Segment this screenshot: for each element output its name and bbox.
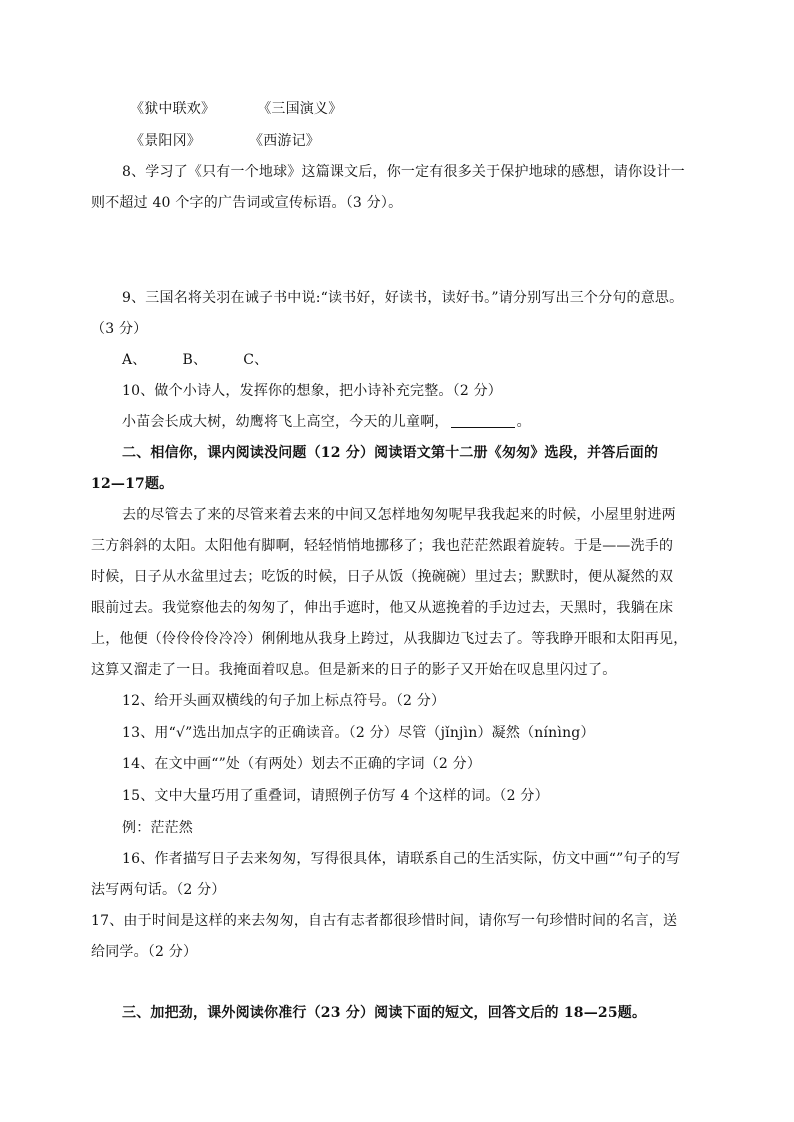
question-13: 13、用“√”选出加点字的正确读音。（2 分）尽管（jǐnjìn）凝然（nínìng） xyxy=(122,725,595,741)
option-a: A、 xyxy=(122,352,147,368)
fill-blank[interactable] xyxy=(451,413,515,428)
option-b: B、 xyxy=(182,352,208,368)
question-9-cont: （3 分） xyxy=(91,321,148,337)
passage-line: 三方斜斜的太阳。太阳他有脚啊，轻轻悄悄地挪移了；我也茫茫然跟着旋转。于是——洗手的 xyxy=(91,538,674,554)
book-line-2 xyxy=(130,131,742,151)
poem-text: 小苗会长成大树，幼鹰将飞上高空，今天的儿童啊， xyxy=(122,414,449,430)
section-2-heading: 二、相信你，课内阅读没问题（12 分）阅读语文第十二册《匆匆》选段，并答后面的 xyxy=(122,445,659,461)
poem-end: 。 xyxy=(516,414,531,430)
question-12: 12、给开头画双横线的句子加上标点符号。（2 分） xyxy=(122,693,446,709)
book-title: 《西游记》 xyxy=(249,133,320,149)
book-title: 《狱中联欢》 xyxy=(130,101,216,117)
section-2-heading-cont: 12—17题。 xyxy=(91,476,174,492)
question-17: 17、由于时间是这样的来去匆匆，自古有志者都很珍惜时间，请你写一句珍惜时间的名言，送 xyxy=(91,913,678,929)
question-17-cont: 给同学。（2 分） xyxy=(91,944,198,960)
passage-line: 眼前过去。我觉察他去的匆匆了，伸出手遮时，他又从遮挽着的手边过去，天黑时，我躺在床 xyxy=(91,600,674,616)
book-title: 《景阳冈》 xyxy=(130,133,201,149)
question-15-example: 例：茫茫然 xyxy=(122,820,193,836)
question-8-cont: 则不超过 40 个字的广告词或宣传标语。（3 分）。 xyxy=(91,195,403,211)
passage-line: 上，他便（伶伶伶伶冷冷）俐俐地从我身上跨过，从我脚边飞过去了。等我睁开眼和太阳再见， xyxy=(91,631,688,647)
section-3-heading: 三、加把劲，课外阅读你准行（23 分）阅读下面的短文，回答文后的 18—25题。 xyxy=(122,1005,647,1021)
option-c: C、 xyxy=(243,352,269,368)
passage-line: 时候，日子从水盆里过去；吃饭的时候，日子从饭（挽碗碗）里过去；默默时，便从凝然的双 xyxy=(91,569,674,585)
poem-line xyxy=(122,412,734,432)
question-16: 16、作者描写日子去来匆匆，写得很具体，请联系自己的生活实际，仿文中画“”句子的写 xyxy=(122,851,681,867)
question-8: 8、学习了《只有一个地球》这篇课文后，你一定有很多关于保护地球的感想，请你设计一 xyxy=(122,164,685,180)
book-line-1 xyxy=(130,99,742,119)
question-9: 9、三国名将关羽在诫子书中说:“读书好，好读书，读好书。”请分别写出三个分句的意思。 xyxy=(122,290,684,306)
question-16-cont: 法写两句话。（2 分） xyxy=(91,882,226,898)
question-14: 14、在文中画“”处（有两处）划去不正确的字词（2 分） xyxy=(122,756,482,772)
book-title: 《三国演义》 xyxy=(257,101,343,117)
passage-line: 去的尽管去了来的尽管来着去来的中间又怎样地匆匆呢早我我起来的时候，小屋里射进两 xyxy=(122,507,676,523)
question-10: 10、做个小诗人，发挥你的想象，把小诗补充完整。（2 分） xyxy=(122,383,502,399)
answer-options xyxy=(122,350,734,370)
question-15: 15、文中大量巧用了重叠词，请照例子仿写 4 个这样的词。（2 分） xyxy=(122,788,549,804)
passage-line: 这算又溜走了一日。我掩面着叹息。但是新来的日子的影子又开始在叹息里闪过了。 xyxy=(91,662,617,678)
